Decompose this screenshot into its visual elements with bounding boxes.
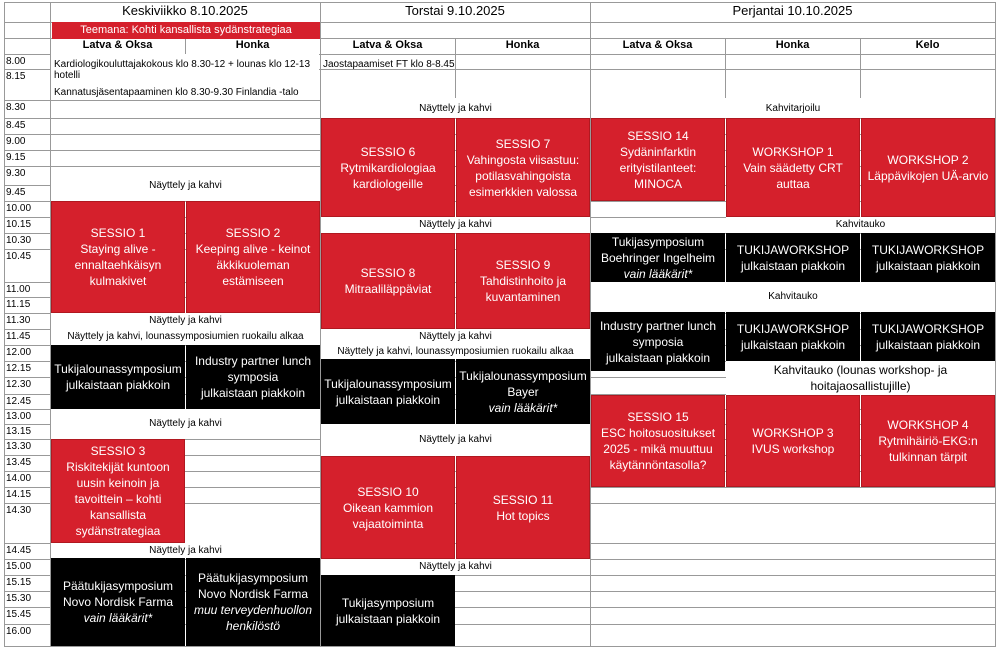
block-text: potilasvahingoista <box>475 168 571 183</box>
block-title: SESSIO 8 <box>360 266 416 280</box>
block-title: Tukijalounassymposium <box>459 368 587 383</box>
time-label: 11.30 <box>6 315 31 326</box>
block-text: IVUS workshop <box>751 442 835 456</box>
time-label: 14.15 <box>6 489 32 500</box>
block-title: SESSIO 6 <box>360 144 416 159</box>
day-header-wednesday: Keskiviikko 8.10.2025 <box>122 3 248 18</box>
time-label: 13.00 <box>6 411 32 422</box>
time-label: 14.30 <box>6 505 32 516</box>
block-text: Novo Nordisk Farma <box>62 595 174 609</box>
block-text: Tahdistinhoito ja <box>479 274 567 288</box>
time-label: 13.30 <box>6 441 32 452</box>
time-label: 10.00 <box>6 203 32 214</box>
time-label: 11.00 <box>6 284 31 295</box>
block-text: symposia <box>227 370 279 384</box>
time-label: 9.30 <box>6 168 26 179</box>
time-label: 12.15 <box>6 363 32 374</box>
time-label: 14.00 <box>6 473 32 484</box>
block-title: SESSIO 2 <box>225 226 281 240</box>
main-symposium-novo-staff[interactable] <box>186 558 320 646</box>
block-title: SESSIO 3 <box>90 444 146 458</box>
sponsor-workshop[interactable] <box>861 312 995 361</box>
session-6[interactable] <box>321 118 455 217</box>
day-header-thursday: Torstai 9.10.2025 <box>405 3 505 18</box>
workshop-1[interactable] <box>726 118 860 217</box>
block-title: WORKSHOP 1 <box>752 144 834 159</box>
lunch-symposium-bayer[interactable] <box>456 359 590 424</box>
time-label: 14.45 <box>6 545 32 556</box>
time-label: 13.15 <box>6 426 32 437</box>
block-text: julkaistaan piakkoin <box>875 258 981 273</box>
session-10[interactable] <box>321 456 455 559</box>
block-text: kuvantaminen <box>485 290 561 304</box>
block-text: Bayer <box>507 384 539 399</box>
block-text: henkilöstö <box>225 619 281 633</box>
block-text: esimerkkien valossa <box>468 184 578 199</box>
block-title: WORKSHOP 4 <box>887 418 969 432</box>
sponsor-symposium[interactable] <box>321 575 455 646</box>
block-text: MINOCA <box>634 176 682 191</box>
block-text: uusin keinoin ja <box>76 476 160 490</box>
session-15[interactable] <box>591 395 725 487</box>
block-text: Sydäninfarktin <box>619 144 697 159</box>
block-title: TUKIJAWORKSHOP <box>871 242 985 257</box>
session-2[interactable] <box>186 201 320 313</box>
block-text: julkaistaan piakkoin <box>740 337 846 352</box>
block-title: SESSIO 10 <box>357 484 419 499</box>
day-header-friday: Perjantai 10.10.2025 <box>732 3 853 18</box>
note-text: hotelli <box>54 70 81 81</box>
column-header: Honka <box>235 39 270 51</box>
time-label: 11.15 <box>6 299 31 310</box>
column-header: Honka <box>505 39 540 51</box>
time-label: 13.45 <box>6 457 32 468</box>
column-header: Honka <box>775 39 810 51</box>
block-text: käytännöntasolla? <box>609 458 707 472</box>
block-text: erityistilanteet: <box>619 160 697 175</box>
break-cell: Näyttely ja kahvi <box>51 409 320 439</box>
block-text: Rytmihäiriö-EKG:n <box>878 434 978 448</box>
time-label: 11.45 <box>6 331 31 342</box>
sponsor-workshop[interactable] <box>861 233 995 282</box>
block-text: muu terveydenhuollon <box>193 603 313 617</box>
block-text: symposia <box>632 334 684 349</box>
block-text: kulmakivet <box>89 274 147 288</box>
block-title: Päätukijasymposium <box>62 579 174 593</box>
time-label: 12.00 <box>6 347 32 358</box>
industry-lunch-symposium[interactable] <box>591 312 725 371</box>
time-label: 9.45 <box>6 187 26 198</box>
break-cell: Näyttely ja kahvi <box>51 543 320 558</box>
block-text: vain lääkärit* <box>83 611 153 625</box>
block-text: kardiologeille <box>352 176 424 191</box>
time-label: 8.15 <box>6 71 26 82</box>
row-line <box>4 646 996 647</box>
sponsor-workshop[interactable] <box>726 312 860 361</box>
block-text: Mitraaliläppäviat <box>344 282 432 296</box>
theme-banner: Teemana: Kohti kansallista sydänstrategiaa <box>52 22 320 39</box>
break-cell: Näyttely ja kahvi <box>321 559 590 575</box>
block-title: WORKSHOP 2 <box>887 152 969 167</box>
block-title: Tukijasymposium <box>611 234 705 249</box>
session-9[interactable] <box>456 233 590 329</box>
session-1[interactable] <box>51 201 185 313</box>
time-label: 15.00 <box>6 561 32 572</box>
block-text: ESC hoitosuositukset <box>600 426 716 440</box>
block-text: vain lääkärit* <box>488 400 558 415</box>
block-text: kansallista <box>89 508 147 522</box>
time-label: 16.00 <box>6 626 32 637</box>
block-text: Boehringer Ingelheim <box>600 250 716 265</box>
block-text: 2025 - mikä muuttuu <box>603 442 713 456</box>
industry-lunch-symposium[interactable] <box>186 345 320 409</box>
block-text: auttaa <box>776 176 810 191</box>
column-header: Latva & Oksa <box>352 39 423 51</box>
session-7[interactable] <box>456 118 590 217</box>
block-text: julkaistaan piakkoin <box>335 611 441 626</box>
block-title: SESSIO 7 <box>495 136 551 151</box>
break-cell: Kahvitauko <box>591 282 995 312</box>
time-label: 8.00 <box>6 56 26 67</box>
time-label: 15.30 <box>6 593 32 604</box>
block-text: Staying alive - <box>80 242 156 256</box>
symposium-boehringer[interactable] <box>591 233 725 282</box>
block-text: Vain säädetty CRT <box>743 160 843 175</box>
time-label: 12.30 <box>6 379 32 390</box>
block-title: Päätukijasymposium <box>197 571 309 585</box>
main-symposium-novo-doctors[interactable] <box>51 558 185 646</box>
lunch-symposium[interactable] <box>321 359 455 424</box>
note-text: Kardiologikouluttajakokous klo 8.30-12 + lounas klo 12-13 <box>54 59 311 70</box>
block-text: vain lääkärit* <box>623 266 693 281</box>
session-3[interactable] <box>51 439 185 543</box>
block-text: julkaistaan piakkoin <box>200 386 306 400</box>
block-text: julkaistaan piakkoin <box>740 258 846 273</box>
time-label: 8.30 <box>6 102 26 113</box>
lunch-symposium[interactable] <box>51 345 185 409</box>
time-label: 9.00 <box>6 136 26 147</box>
block-text: Keeping alive - keinot <box>195 242 311 256</box>
break-cell <box>726 361 995 395</box>
time-label: 9.15 <box>6 152 26 163</box>
workshop-4[interactable] <box>861 395 995 487</box>
block-text: vajaatoiminta <box>352 516 424 531</box>
break-cell: Näyttely ja kahvi, lounassymposiumien ruokailu alkaa <box>51 329 320 345</box>
break-text: hoitajaosallistujille) <box>810 379 911 393</box>
block-text: Riskitekijät kuntoon <box>66 460 170 474</box>
time-label: 15.45 <box>6 609 32 620</box>
block-text: Hot topics <box>496 508 550 523</box>
block-text: Oikean kammion <box>342 500 434 515</box>
break-cell: Näyttely ja kahvi, lounassymposiumien ruokailu alkaa <box>321 345 590 359</box>
column-header: Latva & Oksa <box>82 39 153 51</box>
sponsor-workshop[interactable] <box>726 233 860 282</box>
block-title: SESSIO 15 <box>627 410 689 424</box>
time-label: 8.45 <box>6 120 26 131</box>
block-text: äkkikuoleman <box>216 258 290 272</box>
block-text: Novo Nordisk Farma <box>197 587 309 601</box>
block-title: Tukijasymposium <box>341 595 435 610</box>
block-title: SESSIO 1 <box>90 226 146 240</box>
session-14[interactable] <box>591 118 725 201</box>
block-text: Vahingosta viisastuu: <box>466 152 580 167</box>
break-cell: Näyttely ja kahvi <box>321 424 590 456</box>
block-title: SESSIO 14 <box>627 128 689 143</box>
break-cell: Näyttely ja kahvi <box>321 329 590 345</box>
block-text: sydänstrategiaa <box>75 524 161 538</box>
block-title: TUKIJAWORKSHOP <box>871 321 985 336</box>
block-title: SESSIO 11 <box>492 492 554 507</box>
block-text: tulkinnan tärpit <box>888 450 968 464</box>
block-title: Industry partner lunch <box>194 354 312 368</box>
time-label: 10.45 <box>6 251 32 262</box>
workshop-2[interactable] <box>861 118 995 217</box>
block-text: julkaistaan piakkoin <box>335 392 441 407</box>
time-label: 10.15 <box>6 219 32 230</box>
block-text: tavoittein – kohti <box>74 492 162 506</box>
break-cell: Näyttely ja kahvi <box>51 313 320 329</box>
column-header: Kelo <box>915 39 940 51</box>
column-header: Latva & Oksa <box>622 39 693 51</box>
block-title: WORKSHOP 3 <box>752 426 834 440</box>
time-label: 15.15 <box>6 577 32 588</box>
session-11[interactable] <box>456 456 590 559</box>
break-cell: Kahvitarjoilu <box>591 100 995 118</box>
block-text: ennaltaehkäisyn <box>74 258 162 272</box>
block-text: Läppävikojen UÄ-arvio <box>867 168 989 183</box>
break-cell: Näyttely ja kahvi <box>321 217 590 233</box>
note-text: Kannatusjäsentapaaminen klo 8.30-9.30 Finlandia -talo <box>54 87 299 98</box>
block-title: Industry partner lunch <box>599 318 717 333</box>
block-text: julkaistaan piakkoin <box>605 350 711 365</box>
time-label: 12.45 <box>6 396 32 407</box>
break-cell: Kahvitauko <box>726 217 995 233</box>
block-text: julkaistaan piakkoin <box>875 337 981 352</box>
block-title: Tukijalounassymposium <box>54 362 182 376</box>
workshop-3[interactable] <box>726 395 860 487</box>
block-title: TUKIJAWORKSHOP <box>736 321 850 336</box>
block-text: Rytmikardiologiaa <box>340 160 436 175</box>
block-title: TUKIJAWORKSHOP <box>736 242 850 257</box>
break-cell: Näyttely ja kahvi <box>321 100 590 118</box>
note-text: Jaostapaamiset FT klo 8-8.45 <box>323 59 455 70</box>
break-cell: Näyttely ja kahvi <box>51 171 320 201</box>
time-label: 10.30 <box>6 235 32 246</box>
block-title: Tukijalounassymposium <box>324 376 452 391</box>
session-8[interactable] <box>321 233 455 329</box>
block-text: estämiseen <box>222 274 284 288</box>
break-text: Kahvitauko (lounas workshop- ja <box>773 363 948 377</box>
block-text: julkaistaan piakkoin <box>65 378 171 392</box>
block-title: SESSIO 9 <box>495 258 551 272</box>
